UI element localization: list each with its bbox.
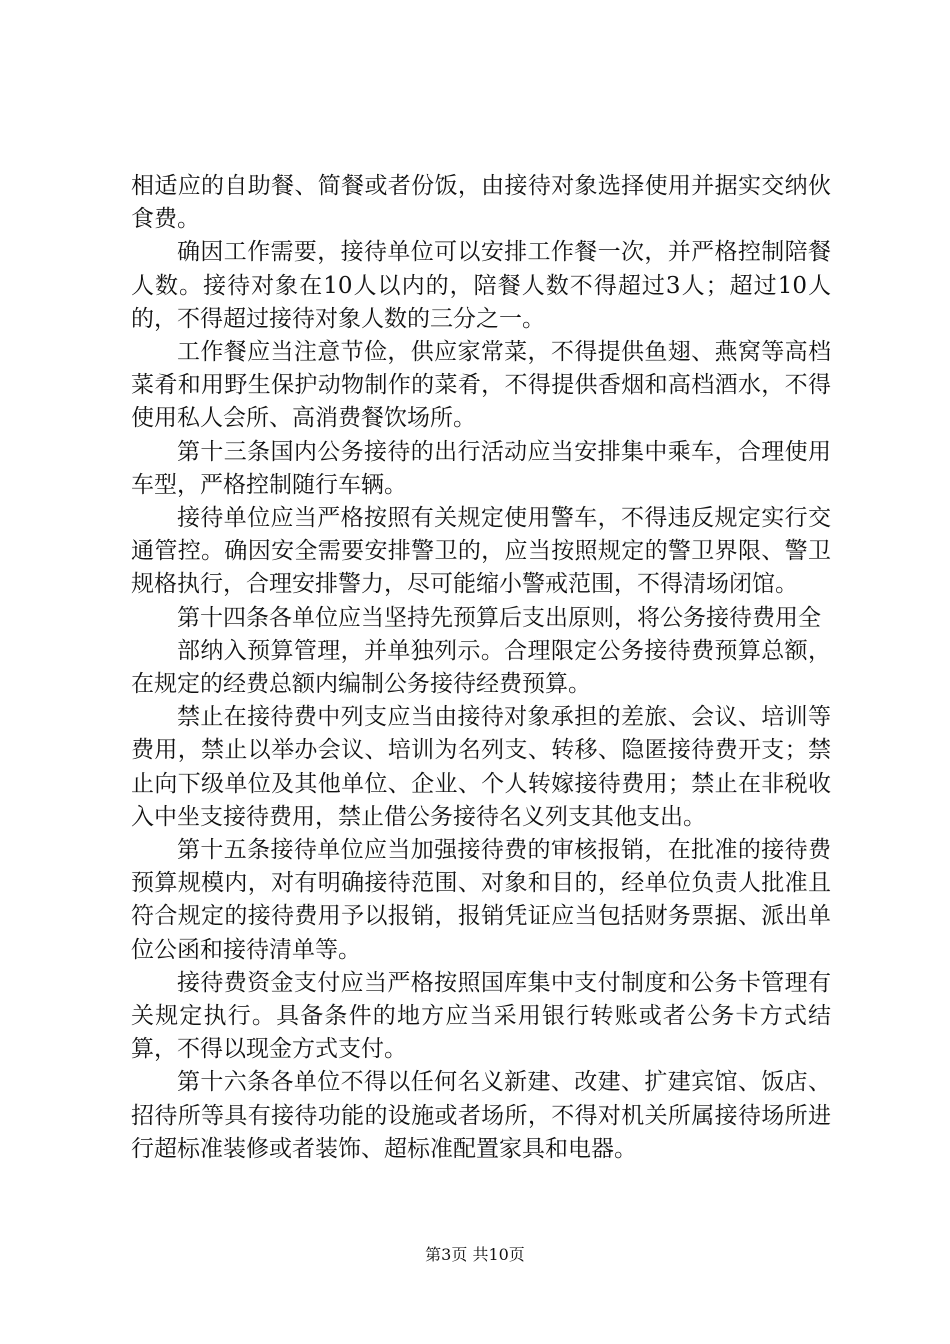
- paragraph-11: 第十六条各单位不得以任何名义新建、改建、扩建宾馆、饭店、招待所等具有接待功能的设施或者场所，不得对机关所属接待场所进行超标准装修或者装饰、超标准配置家具和电器。: [131, 1069, 831, 1162]
- paragraph-3: 工作餐应当注意节俭，供应家常菜，不得提供鱼翅、燕窝等高档菜肴和用野生保护动物制作的菜肴，不得提供香烟和高档酒水，不得使用私人会所、高消费餐饮场所。: [131, 339, 831, 432]
- paragraph-5: 接待单位应当严格按照有关规定使用警车，不得违反规定实行交通管控。确因安全需要安排警卫的，应当按照规定的警卫界限、警卫规格执行，合理安排警力，尽可能缩小警戒范围，不得清场闭馆。: [131, 505, 831, 598]
- paragraph-9: 第十五条接待单位应当加强接待费的审核报销，在批准的接待费预算规模内，对有明确接待范围、对象和目的，经单位负责人批准且符合规定的接待费用予以报销，报销凭证应当包括财务票据、派出单位公函和接待清单等。: [131, 837, 831, 963]
- paragraph-10: 接待费资金支付应当严格按照国库集中支付制度和公务卡管理有关规定执行。具备条件的地方应当采用银行转账或者公务卡方式结算，不得以现金方式支付。: [131, 969, 831, 1063]
- document-body: [131, 170, 831, 1166]
- page-number-footer: 第3页 共10页: [425, 1245, 525, 1264]
- paragraph-6: 第十四条各单位应当坚持先预算后支出原则，将公务接待费用全: [177, 604, 821, 631]
- paragraph-2: 确因工作需要，接待单位可以安排工作餐一次，并严格控制陪餐人数。接待对象在10人以内的，陪餐人数不得超过3人；超过10人的，不得超过接待对象人数的三分之一。: [131, 239, 831, 332]
- paragraph-4: 第十三条国内公务接待的出行活动应当安排集中乘车，合理使用车型，严格控制随行车辆。: [131, 438, 831, 498]
- paragraph-7: 部纳入预算管理，并单独列示。合理限定公务接待费预算总额，在规定的经费总额内编制公务接待经费预算。: [131, 637, 831, 698]
- paragraph-1: 相适应的自助餐、简餐或者份饭，由接待对象选择使用并据实交纳伙食费。: [131, 173, 831, 233]
- paragraph-8: 禁止在接待费中列支应当由接待对象承担的差旅、会议、培训等费用，禁止以举办会议、培训为名列支、转移、隐匿接待费开支；禁止向下级单位及其他单位、企业、个人转嫁接待费用；禁止在非税收入中坐支接待费用，禁止借公务接待名义列支其他支出。: [131, 704, 831, 830]
